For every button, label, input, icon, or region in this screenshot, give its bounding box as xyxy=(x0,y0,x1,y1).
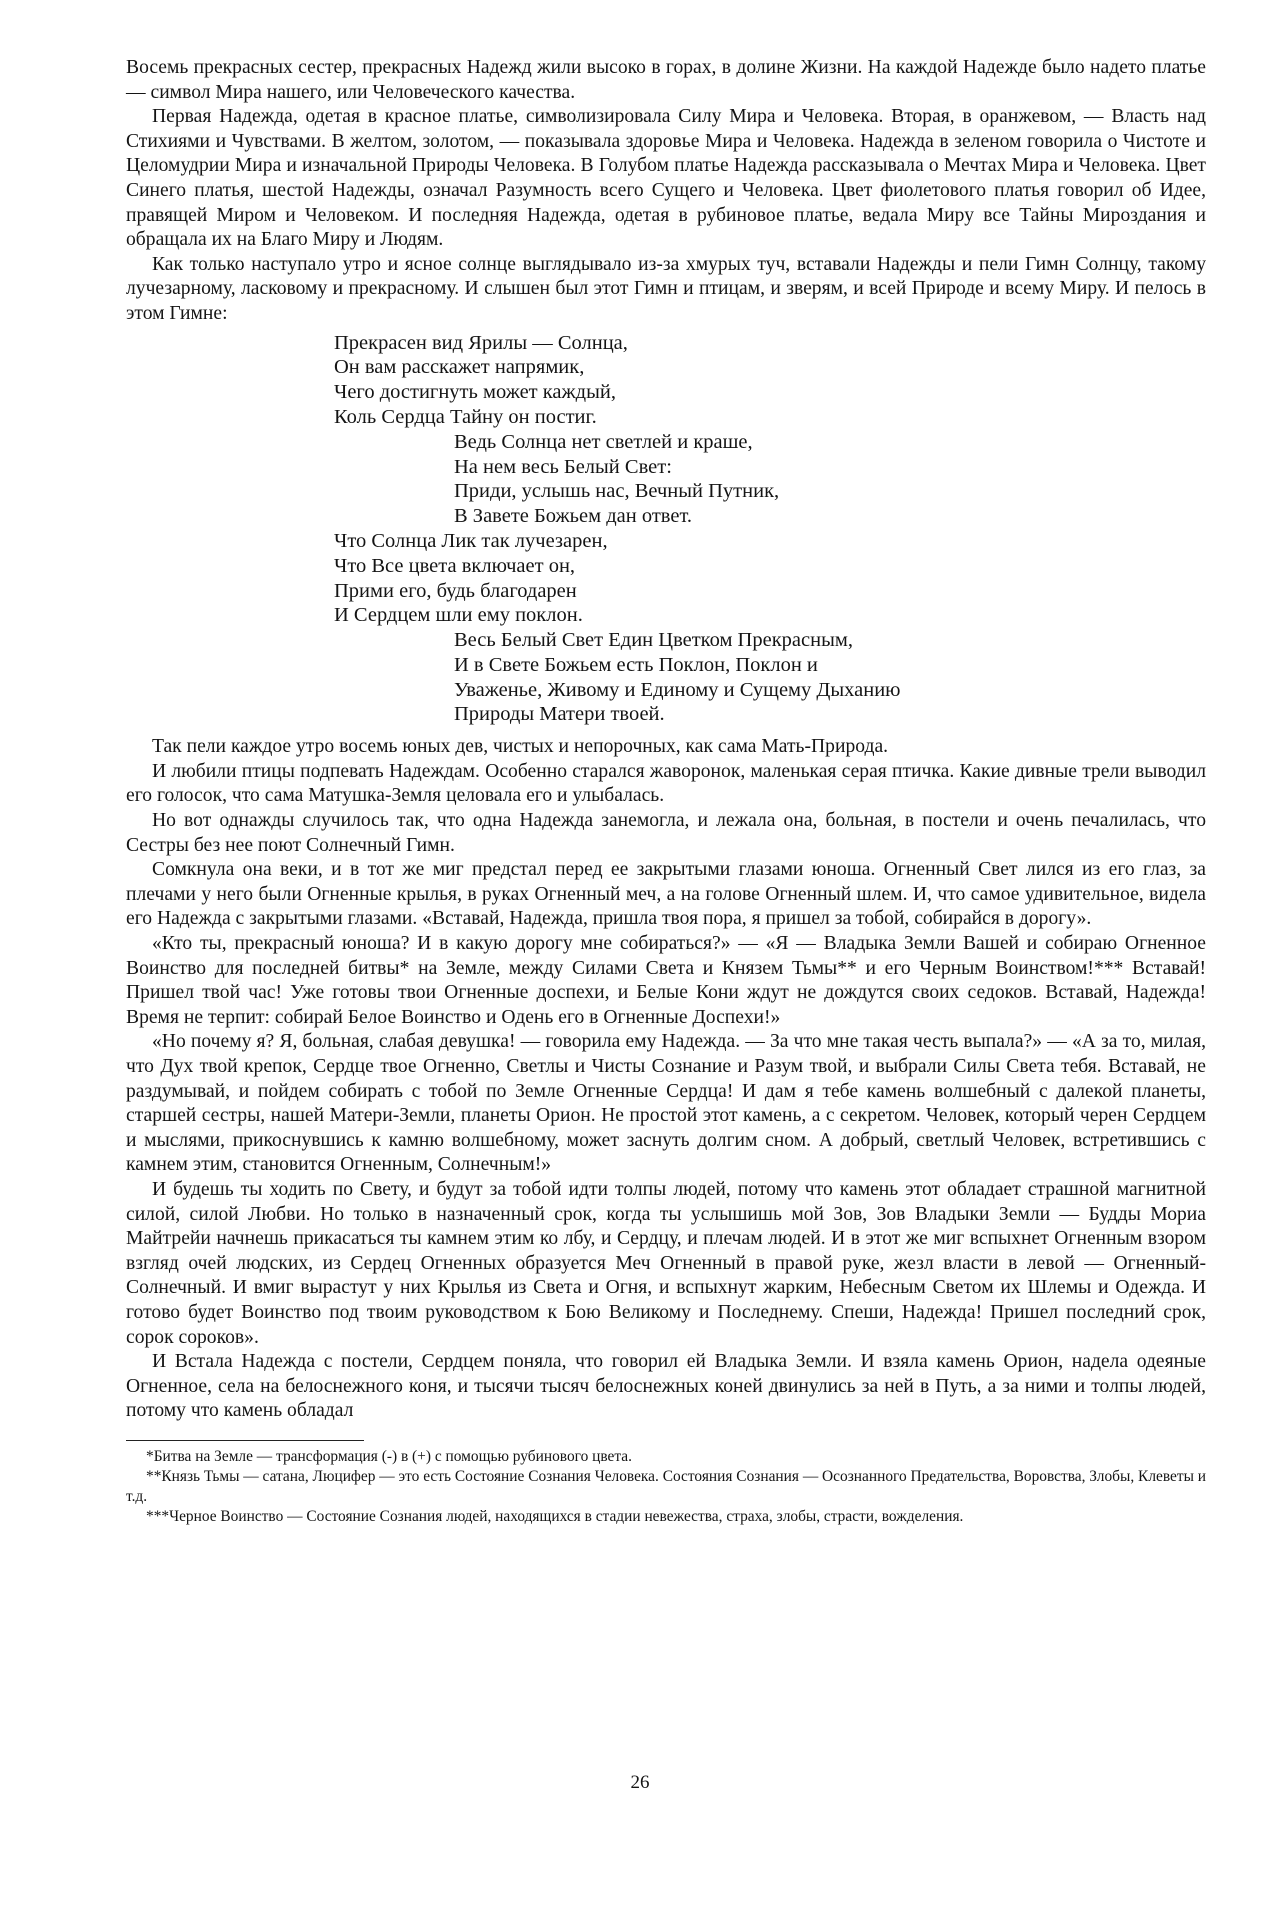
hymn-poem xyxy=(126,331,1206,728)
paragraph: Так пели каждое утро восемь юных дев, чистых и непорочных, как сама Мать-Природа. xyxy=(152,736,889,758)
poem-line: Чего достигнуть может каждый, xyxy=(334,381,616,404)
poem-stanza xyxy=(126,628,1206,727)
footnote: ***Черное Воинство — Состояние Сознания людей, находящихся в стадии невежества, страха, злобы, страсти, вожделения. xyxy=(146,1507,964,1525)
paragraph: Сомкнула она веки, и в тот же миг предстал перед ее закрытыми глазами юноша. Огненный Свет лился из его глаз, за плечами у него были Огненные крылья, в руках Огненный меч, а на голове Огненный шлем. И, что самое удивительное, видела его Надежда с закрытыми глазами. «Вставай, Надежда, пришла твоя пора, я пришел за тобой, собирайся в дорогу». xyxy=(126,859,1206,930)
paragraph: Как только наступало утро и ясное солнце выглядывало из-за хмурых туч, вставали Надежды и пели Гимн Солнцу, такому лучезарному, ласковому и прекрасному. И слышен был этот Гимн и птицам, и зверям, и всей Природе и всему Миру. И пелось в этом Гимне: xyxy=(126,253,1206,324)
footnote-divider xyxy=(126,1440,364,1441)
paragraph: И будешь ты ходить по Свету, и будут за тобой идти толпы людей, потому что камень этот обладает страшной магнитной силой, силой Любви. Но только в назначенный срок, когда ты услышишь мой Зов, Зов Владыки Земли — Будды Мориа Майтрейи начнешь прикасаться ты камнем этим ко лбу, и Сердцу, и плечам людей. И в этот же миг вспыхнет Огненным взором взгляд очей людских, из Сердец Огненных образуется Меч Огненный в правой руке, жезл власти в левой — Огненный-Солнечный. И вмиг вырастут у них Крылья из Света и Огня, и вспыхнут жарким, Небесным Светом их Шлемы и Одежда. И готово будет Воинство под твоим руководством к Бою Великому и Последнему. Спеши, Надежда! Пришел последний срок, сорок сороков». xyxy=(126,1178,1206,1348)
poem-stanza xyxy=(126,430,1206,529)
paragraph: Восемь прекрасных сестер, прекрасных Надежд жили высоко в горах, в долине Жизни. На каждой Надежде было надето платье — символ Мира нашего, или Человеческого качества. xyxy=(126,57,1206,103)
poem-stanza xyxy=(126,529,1206,628)
poem-line: На нем весь Белый Свет: xyxy=(454,455,672,478)
poem-line: Коль Сердца Тайну он постиг. xyxy=(334,405,597,428)
poem-line: Приди, услышь нас, Вечный Путник, xyxy=(454,480,780,503)
poem-line: В Завете Божьем дан ответ. xyxy=(454,505,692,528)
paragraph: «Кто ты, прекрасный юноша? И в какую дорогу мне собираться?» — «Я — Владыка Земли Вашей и собираю Огненное Воинство для последней битвы* на Земле, между Силами Света и Князем Тьмы** и его Черным Воинством!*** Вставай! Пришел твой час! Уже готовы твои Огненные доспехи, и Белые Кони ждут не дождутся своих седоков. Вставай, Надежда! Время не терпит: собирай Белое Воинство и Одень его в Огненные Доспехи!» xyxy=(126,933,1206,1028)
paragraph: И любили птицы подпевать Надеждам. Особенно старался жаворонок, маленькая серая птичка. Какие дивные трели выводил его голосок, что сама Матушка-Земля целовала его и улыбалась. xyxy=(126,760,1206,807)
page-number: 26 xyxy=(630,1772,650,1793)
poem-line: Весь Белый Свет Един Цветком Прекрасным, xyxy=(454,629,853,652)
poem-line: Прекрасен вид Ярилы — Солнца, xyxy=(334,331,628,354)
main-text-continued xyxy=(126,735,1206,1424)
poem-line: И Сердцем шли ему поклон. xyxy=(334,604,583,627)
footnote: *Битва на Земле — трансформация (-) в (+) с помощью рубинового цвета. xyxy=(146,1447,632,1465)
paragraph: Но вот однажды случилось так, что одна Надежда занемогла, и лежала она, больная, в постели и очень печалилась, что Сестры без нее поют Солнечный Гимн. xyxy=(126,810,1206,856)
poem-stanza xyxy=(126,331,1206,430)
poem-line: Уваженье, Живому и Единому и Сущему Дыханию xyxy=(454,678,901,701)
paragraph: Первая Надежда, одетая в красное платье, символизировала Силу Мира и Человека. Вторая, в оранжевом, — Власть над Стихиями и Чувствами. В желтом, золотом, — показывала здоровье Мира и Человека. Надежда в зеленом говорила о Чистоте и Целомудрии Мира и изначальной Природы Человека. В Голубом платье Надежда рассказывала о Мечтах Мира и Человека. Цвет Синего платья, шестой Надежды, означал Разумность всего Сущего и Человека. Цвет фиолетового платья говорил об Идее, правящей Миром и Человеком. И последняя Надежда, одетая в рубиновое платье, ведала Миру все Тайны Мироздания и обращала их на Благо Миру и Людям. xyxy=(126,106,1206,251)
paragraph: И Встала Надежда с постели, Сердцем поняла, что говорил ей Владыка Земли. И взяла камень Орион, надела одеяные Огненное, села на белоснежного коня, и тысячи тысяч белоснежных коней двинулись за ней в Путь, а за ними и толпы людей, потому что камень обладал xyxy=(126,1351,1206,1422)
poem-line: Прими его, будь благодарен xyxy=(334,579,577,602)
paragraph: «Но почему я? Я, больная, слабая девушка! — говорила ему Надежда. — За что мне такая честь выпала?» — «А за то, милая, что Дух твой крепок, Сердце твое Огненно, Светлы и Чисты Сознание и Разум твой, и выбрали Силы Света тебя. Вставай, не раздумывай, и пойдем собирать с тобой по Земле Огненные Сердца! И дам я тебе камень волшебный с далекой планеты, старшей сестры, нашей Матери-Земли, планеты Орион. Не простой этот камень, а с секретом. Человек, который черен Сердцем и мыслями, прикоснувшись к камню волшебному, может заснуть долгим сном. А добрый, светлый Человек, встретившись с камнем этим, становится Огненным, Солнечным!» xyxy=(126,1031,1206,1176)
poem-line: Что Все цвета включает он, xyxy=(334,554,576,577)
footnote: **Князь Тьмы — сатана, Люцифер — это есть Состояние Сознания Человека. Состояния Сознания — Осознанного Предательства, Воровства, Злобы, Клеветы и т.д. xyxy=(126,1467,1206,1505)
poem-line: Ведь Солнца нет светлей и краше, xyxy=(454,430,753,453)
poem-line: Что Солнца Лик так лучезарен, xyxy=(334,529,608,552)
poem-line: И в Свете Божьем есть Поклон, Поклон и xyxy=(454,653,818,676)
poem-line: Природы Матери твоей. xyxy=(454,703,665,726)
main-text xyxy=(126,56,1206,1424)
poem-line: Он вам расскажет напрямик, xyxy=(334,356,585,379)
footnotes xyxy=(126,1447,1206,1527)
